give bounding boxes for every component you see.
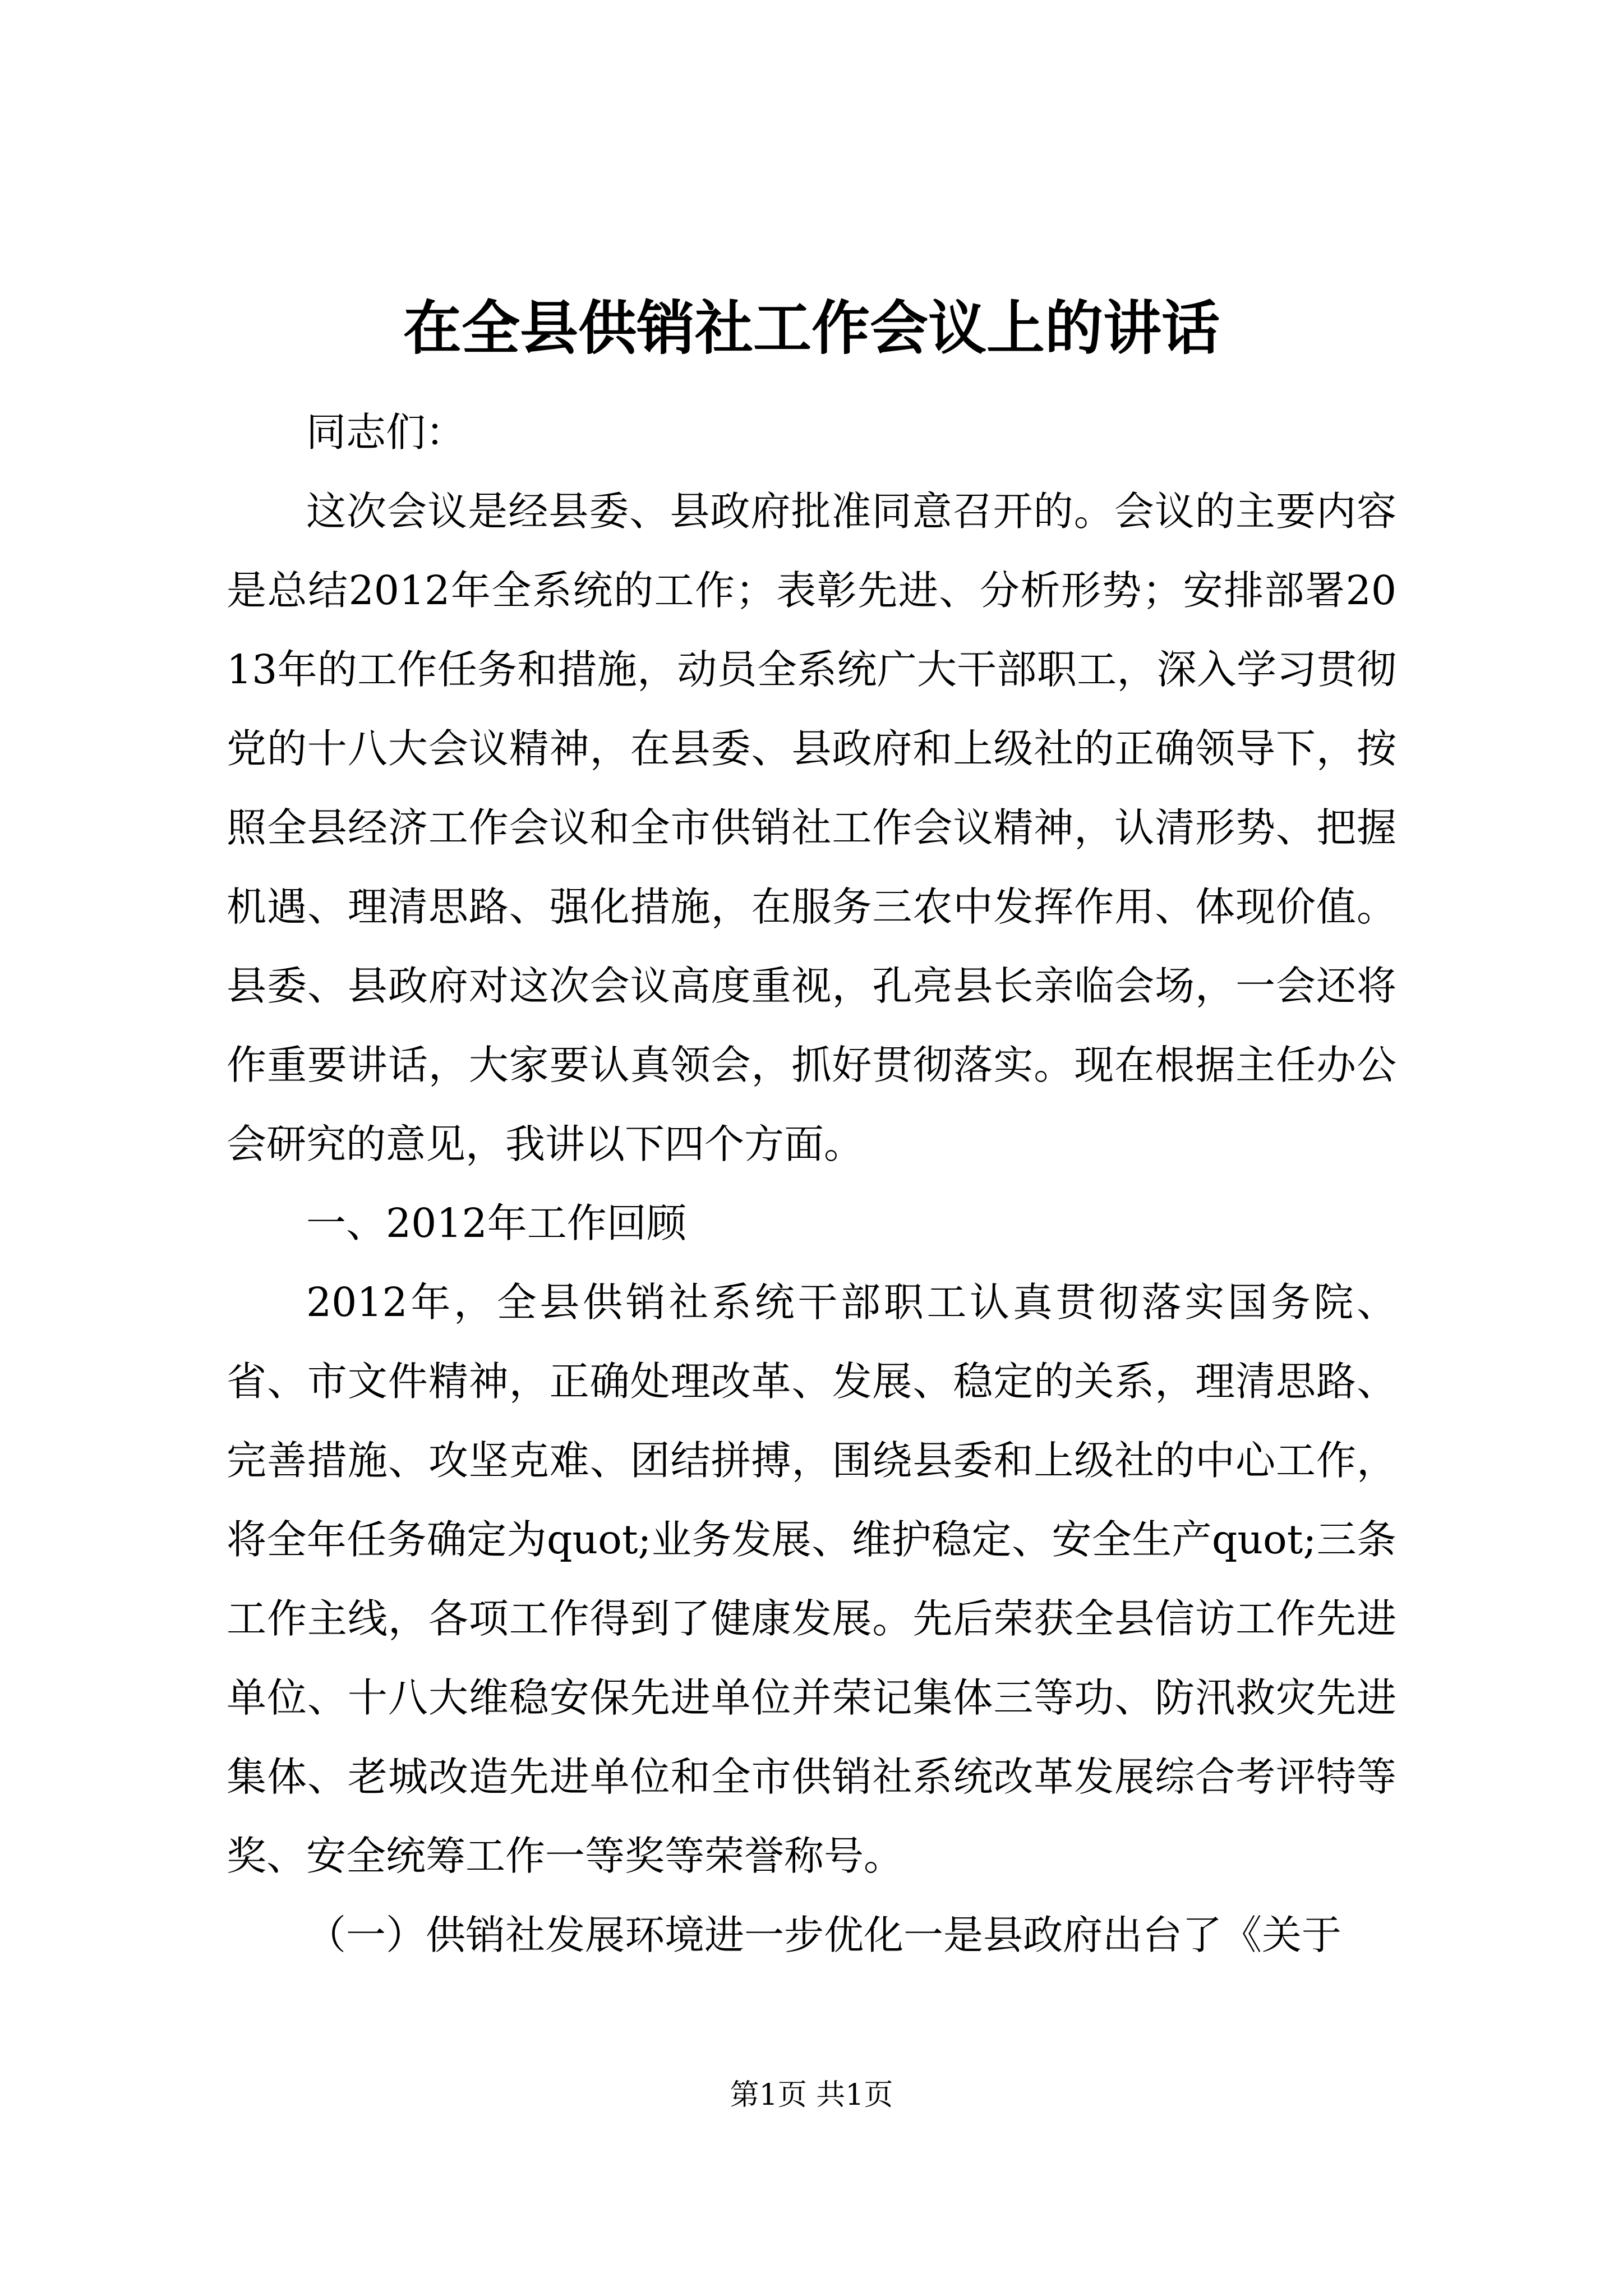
document-title: 在全县供销社工作会议上的讲话 <box>403 293 1220 362</box>
paragraph-review: 2012年，全县供销社系统干部职工认真贯彻落实国务院、省、市文件精神，正确处理改革、发展、稳定的关系，理清思路、完善措施、攻坚克难、团结拼搏，围绕县委和上级社的中心工作，将全年任务确定为quot;业务发展、维护稳定、安全生产quot;三条工作主线，各项工作得到了健康发展。先后荣获全县信访工作先进单位、十八大维稳安保先进单位并荣记集体三等功、防汛救灾先进集体、老城改造先进单位和全市供销社系统改革发展综合考评特等奖、安全统筹工作一等奖等荣誉称号。 <box>227 1279 1396 1879</box>
document-body <box>227 393 1396 1975</box>
paragraph-intro: 这次会议是经县委、县政府批准同意召开的。会议的主要内容是总结2012年全系统的工作；表彰先进、分析形势；安排部署2013年的工作任务和措施，动员全系统广大干部职工，深入学习贯彻党的十八大会议精神，在县委、县政府和上级社的正确领导下，按照全县经济工作会议和全市供销社工作会议精神，认清形势、把握机遇、理清思路、强化措施，在服务三农中发挥作用、体现价值。县委、县政府对这次会议高度重视，孔亮县长亲临会场，一会还将作重要讲话，大家要认真领会，抓好贯彻落实。现在根据主任办公会研究的意见，我讲以下四个方面。 <box>227 488 1396 1167</box>
salutation: 同志们： <box>306 409 466 455</box>
section-heading-review: 一、2012年工作回顾 <box>306 1200 686 1246</box>
subsection-heading-environment: （一）供销社发展环境进一步优化一是县政府出台了《关于 <box>306 1912 1342 1958</box>
page-footer: 第1页 共1页 <box>730 2078 893 2112</box>
